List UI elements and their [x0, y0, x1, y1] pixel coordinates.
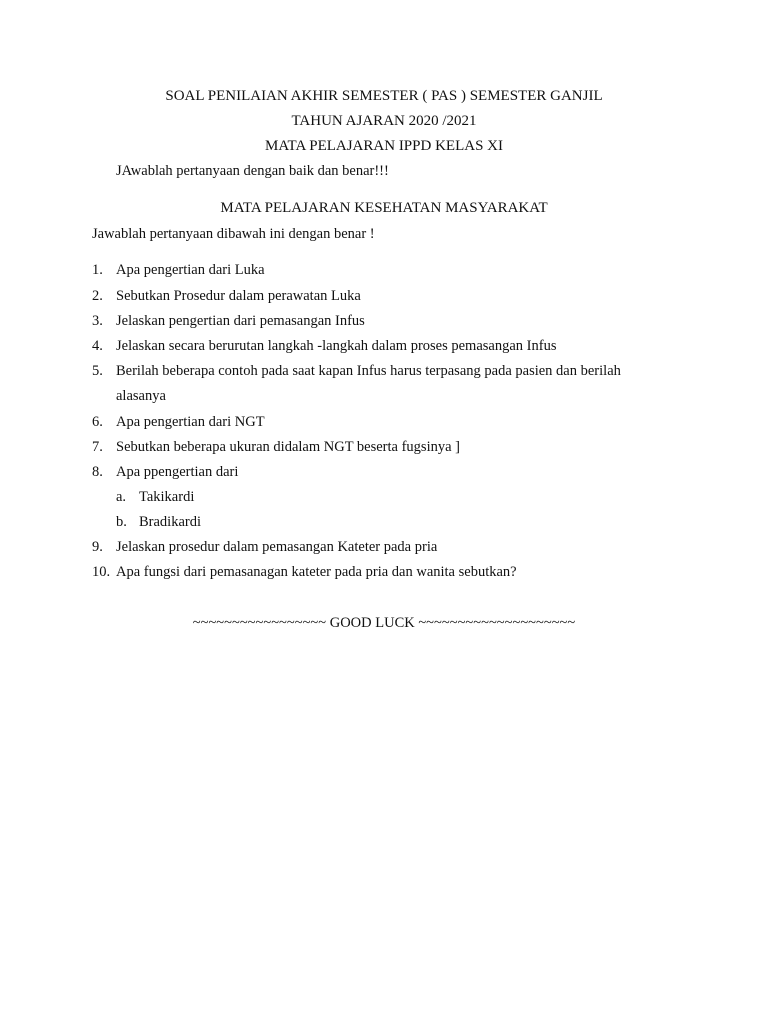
section-instruction: Jawablah pertanyaan dibawah ini dengan benar !	[92, 226, 375, 242]
question-text: Sebutkan beberapa ukuran didalam NGT beserta fugsinya ]	[116, 439, 460, 455]
sub-item-letter: a.	[116, 489, 127, 505]
question-number: 3.	[92, 313, 103, 329]
question-number: 8.	[92, 464, 103, 480]
footer-good-luck: ~~~~~~~~~~~~~~~~~ GOOD LUCK ~~~~~~~~~~~~~~~~~~~~	[192, 615, 576, 631]
question-number: 6.	[92, 414, 103, 430]
question-text: Jelaskan secara berurutan langkah -langkah dalam proses pemasangan Infus	[116, 338, 557, 354]
header-title: SOAL PENILAIAN AKHIR SEMESTER ( PAS ) SEMESTER GANJIL	[165, 88, 603, 104]
header-school-year: TAHUN AJARAN 2020 /2021	[291, 113, 477, 129]
question-text: Sebutkan Prosedur dalam perawatan Luka	[116, 288, 361, 304]
question-text: Berilah beberapa contoh pada saat kapan Infus harus terpasang pada pasien dan berilah	[116, 363, 621, 379]
sub-item-text: Takikardi	[139, 489, 195, 505]
question-text: Apa fungsi dari pemasanagan kateter pada pria dan wanita sebutkan?	[116, 564, 517, 580]
general-instruction: JAwablah pertanyaan dengan baik dan benar!!!	[116, 163, 389, 179]
question-text: Apa ppengertian dari	[116, 464, 239, 480]
question-text-continued: alasanya	[116, 388, 166, 404]
section-title: MATA PELAJARAN KESEHATAN MASYARAKAT	[220, 200, 548, 216]
question-text: Apa pengertian dari Luka	[116, 262, 265, 278]
question-number: 7.	[92, 439, 103, 455]
sub-item-text: Bradikardi	[139, 514, 202, 530]
question-text: Jelaskan pengertian dari pemasangan Infus	[116, 313, 365, 329]
question-text: Apa pengertian dari NGT	[116, 414, 265, 430]
question-number: 5.	[92, 363, 103, 379]
question-text: Jelaskan prosedur dalam pemasangan Kateter pada pria	[116, 539, 438, 555]
question-number: 2.	[92, 288, 103, 304]
question-number: 9.	[92, 539, 103, 555]
question-number: 1.	[92, 262, 103, 278]
header-subject: MATA PELAJARAN IPPD KELAS XI	[265, 138, 503, 154]
question-number: 10.	[92, 564, 111, 580]
sub-item-letter: b.	[116, 514, 127, 530]
question-number: 4.	[92, 338, 103, 354]
